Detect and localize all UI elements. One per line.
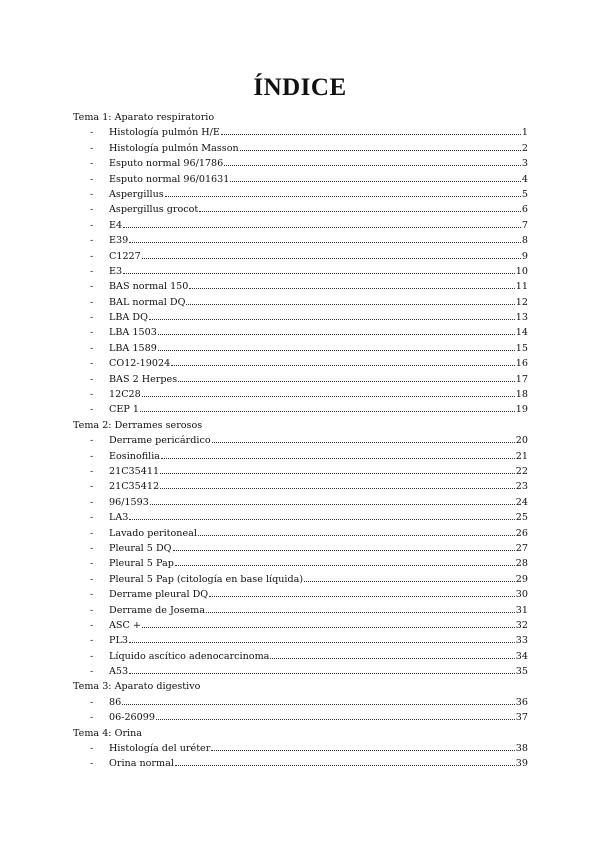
entry-page-number: 9: [521, 250, 528, 262]
entry-bullet: -: [90, 558, 94, 570]
toc-section: [73, 726, 528, 772]
dot-leader: [123, 226, 521, 228]
entry-page-number: 11: [515, 281, 528, 293]
entry-bullet: -: [90, 281, 94, 293]
entry-label[interactable]: Derrame pleural DQ: [109, 589, 209, 601]
toc-entry[interactable]: [73, 141, 528, 156]
toc-entry[interactable]: [73, 572, 528, 587]
entry-page-number: 2: [521, 142, 528, 154]
entry-bullet: -: [90, 435, 94, 447]
dot-leader: [129, 672, 515, 674]
dot-leader: [129, 641, 515, 643]
entry-bullet: -: [90, 450, 94, 462]
dot-leader: [149, 318, 515, 320]
entry-page-number: 8: [521, 235, 528, 247]
toc-entry[interactable]: [73, 279, 528, 294]
toc-entry[interactable]: [73, 495, 528, 510]
entry-page-number: 14: [515, 327, 528, 339]
entry-bullet: -: [90, 173, 94, 185]
section-title: Tema 3: Aparato digestivo: [73, 681, 201, 693]
toc-entry[interactable]: [73, 341, 528, 356]
toc-entry[interactable]: [73, 264, 528, 279]
section-title: Tema 1: Aparato respiratorio: [73, 112, 215, 123]
entry-bullet: -: [90, 696, 94, 708]
entry-label[interactable]: 21C35412: [109, 481, 160, 493]
toc-section: [73, 679, 528, 725]
entry-page-number: 12: [515, 296, 528, 308]
toc-entry[interactable]: [73, 756, 528, 771]
entry-page-number: 10: [515, 265, 528, 277]
dot-leader: [206, 611, 515, 613]
entry-label[interactable]: Pleural 5 Pap: [109, 558, 174, 570]
entry-page-number: 25: [515, 512, 528, 524]
dot-leader: [160, 487, 515, 489]
dot-leader: [173, 549, 515, 551]
dot-leader: [122, 703, 515, 705]
entry-bullet: -: [90, 235, 94, 247]
entry-page-number: 36: [515, 696, 528, 708]
entry-label[interactable]: A53: [109, 666, 129, 678]
entry-label[interactable]: Aspergillus: [109, 188, 164, 200]
dot-leader: [175, 564, 515, 566]
toc-entry[interactable]: [73, 587, 528, 602]
toc-section: [73, 418, 528, 680]
entry-bullet: -: [90, 666, 94, 678]
entry-label[interactable]: E3: [109, 265, 123, 277]
dot-leader: [209, 595, 515, 597]
dot-leader: [156, 718, 515, 720]
entry-label[interactable]: C1227: [109, 250, 141, 262]
entry-page-number: 35: [515, 666, 528, 678]
section-title: Tema 4: Orina: [73, 727, 143, 739]
toc-entry[interactable]: [73, 541, 528, 556]
dot-leader: [270, 657, 514, 659]
entry-bullet: -: [90, 619, 94, 631]
entry-page-number: 32: [515, 619, 528, 631]
entry-bullet: -: [90, 204, 94, 216]
dot-leader: [199, 210, 521, 212]
entry-page-number: 20: [515, 435, 528, 447]
dot-leader: [140, 410, 515, 412]
entry-page-number: 15: [515, 342, 528, 354]
entry-bullet: -: [90, 589, 94, 601]
section-entries: [73, 695, 528, 726]
entry-label[interactable]: Orina normal: [109, 758, 174, 770]
entry-label[interactable]: LBA DQ: [109, 312, 148, 324]
page-title: ÍNDICE: [253, 74, 347, 101]
dot-leader: [211, 749, 514, 751]
dot-leader: [230, 180, 521, 182]
entry-page-number: 34: [515, 650, 528, 662]
entry-page-number: 30: [515, 589, 528, 601]
entry-label[interactable]: LBA 1589: [109, 342, 157, 354]
entry-label[interactable]: E39: [109, 235, 129, 247]
entry-bullet: -: [90, 342, 94, 354]
entry-page-number: 22: [515, 465, 528, 477]
entry-label[interactable]: CO12-19024: [109, 358, 171, 370]
entry-label[interactable]: Esputo normal 96/01631: [109, 173, 230, 185]
toc-entry[interactable]: [73, 387, 528, 402]
entry-page-number: 18: [515, 389, 528, 401]
entry-bullet: -: [90, 265, 94, 277]
entry-page-number: 3: [521, 158, 528, 170]
entry-page-number: 26: [515, 527, 528, 539]
entry-bullet: -: [90, 650, 94, 662]
dot-leader: [158, 349, 515, 351]
entry-label[interactable]: LBA 1503: [109, 327, 157, 339]
entry-bullet: -: [90, 743, 94, 755]
toc-entry[interactable]: [73, 464, 528, 479]
entry-page-number: 19: [515, 404, 528, 416]
toc-entry[interactable]: [73, 695, 528, 710]
entry-bullet: -: [90, 404, 94, 416]
entry-label[interactable]: 86: [109, 696, 122, 708]
entry-bullet: -: [90, 635, 94, 647]
entry-label[interactable]: Eosinofilia: [109, 450, 160, 462]
dot-leader: [175, 764, 515, 766]
entry-bullet: -: [90, 481, 94, 493]
entry-label[interactable]: Histología pulmón Masson: [109, 142, 239, 154]
entry-label[interactable]: BAS normal 150: [109, 281, 189, 293]
toc-entry[interactable]: [73, 356, 528, 371]
entry-label[interactable]: PL3: [109, 635, 128, 647]
entry-page-number: 6: [521, 204, 528, 216]
dot-leader: [240, 149, 521, 151]
entry-page-number: 23: [515, 481, 528, 493]
entry-label[interactable]: BAS 2 Herpes: [109, 373, 178, 385]
entry-label[interactable]: Lavado peritoneal: [109, 527, 197, 539]
toc-entry[interactable]: [73, 372, 528, 387]
dot-leader: [129, 241, 521, 243]
entry-bullet: -: [90, 496, 94, 508]
entry-page-number: 1: [521, 127, 528, 139]
entry-page-number: 4: [521, 173, 528, 185]
toc-entry[interactable]: [73, 187, 528, 202]
entry-bullet: -: [90, 296, 94, 308]
dot-leader: [142, 395, 515, 397]
entry-label[interactable]: 06-26099: [109, 712, 155, 724]
entry-label[interactable]: Esputo normal 96/1786: [109, 158, 224, 170]
entry-label[interactable]: Histología del uréter: [109, 743, 211, 755]
entry-label[interactable]: 96/1593: [109, 496, 149, 508]
entry-bullet: -: [90, 127, 94, 139]
toc-entry[interactable]: [73, 402, 528, 417]
entry-label[interactable]: Pleural 5 DQ: [109, 542, 172, 554]
toc-entry[interactable]: [73, 741, 528, 756]
entry-bullet: -: [90, 327, 94, 339]
dot-leader: [142, 626, 515, 628]
toc-entry[interactable]: [73, 618, 528, 633]
entry-page-number: 24: [515, 496, 528, 508]
entry-page-number: 5: [521, 188, 528, 200]
entry-page-number: 28: [515, 558, 528, 570]
entry-page-number: 13: [515, 312, 528, 324]
entry-label[interactable]: LA3: [109, 512, 129, 524]
dot-leader: [198, 534, 515, 536]
entry-label[interactable]: E4: [109, 219, 123, 231]
entry-page-number: 17: [515, 373, 528, 385]
entry-bullet: -: [90, 758, 94, 770]
entry-label[interactable]: Aspergillus grocot: [109, 204, 199, 216]
dot-leader: [304, 580, 515, 582]
entry-label[interactable]: Derrame de Josema: [109, 604, 205, 616]
entry-bullet: -: [90, 358, 94, 370]
entry-bullet: -: [90, 188, 94, 200]
entry-label[interactable]: Líquido ascítico adenocarcinoma: [109, 650, 270, 662]
dot-leader: [178, 380, 515, 382]
table-of-contents: [73, 110, 528, 772]
entry-bullet: -: [90, 373, 94, 385]
entry-bullet: -: [90, 250, 94, 262]
entry-label[interactable]: 12C28: [109, 389, 141, 401]
toc-entry[interactable]: [73, 449, 528, 464]
toc-entry[interactable]: [73, 603, 528, 618]
dot-leader: [129, 518, 514, 520]
toc-entry[interactable]: [73, 633, 528, 648]
entry-bullet: -: [90, 312, 94, 324]
entry-page-number: 31: [515, 604, 528, 616]
dot-leader: [161, 457, 515, 459]
toc-entry[interactable]: [73, 125, 528, 140]
dot-leader: [160, 472, 515, 474]
entry-page-number: 27: [515, 542, 528, 554]
toc-entry[interactable]: [73, 433, 528, 448]
toc-entry[interactable]: [73, 172, 528, 187]
entry-bullet: -: [90, 573, 94, 585]
toc-entry[interactable]: [73, 710, 528, 725]
entry-label[interactable]: Derrame pericárdico: [109, 435, 211, 447]
toc-entry[interactable]: [73, 649, 528, 664]
entry-bullet: -: [90, 465, 94, 477]
entry-label[interactable]: BAL normal DQ: [109, 296, 186, 308]
toc-entry[interactable]: [73, 510, 528, 525]
entry-label[interactable]: ASC +: [109, 619, 141, 631]
entry-bullet: -: [90, 142, 94, 154]
toc-entry[interactable]: [73, 233, 528, 248]
entry-bullet: -: [90, 219, 94, 231]
entry-bullet: -: [90, 512, 94, 524]
toc-entry[interactable]: [73, 325, 528, 340]
entry-bullet: -: [90, 527, 94, 539]
toc-entry[interactable]: [73, 556, 528, 571]
entry-bullet: -: [90, 542, 94, 554]
entry-label[interactable]: Histología pulmón H/E: [109, 127, 220, 139]
entry-page-number: 16: [515, 358, 528, 370]
toc-entry[interactable]: [73, 218, 528, 233]
toc-entry[interactable]: [73, 479, 528, 494]
toc-entry[interactable]: [73, 310, 528, 325]
entry-bullet: -: [90, 389, 94, 401]
entry-page-number: 33: [515, 635, 528, 647]
entry-bullet: -: [90, 604, 94, 616]
entry-bullet: -: [90, 158, 94, 170]
toc-entry[interactable]: [73, 156, 528, 171]
dot-leader: [221, 133, 521, 135]
dot-leader: [186, 303, 514, 305]
entry-page-number: 37: [515, 712, 528, 724]
entry-label[interactable]: 21C35411: [109, 465, 160, 477]
toc-section: [73, 110, 528, 418]
entry-page-number: 21: [515, 450, 528, 462]
section-entries: [73, 433, 528, 679]
toc-entry[interactable]: [73, 664, 528, 679]
entry-bullet: -: [90, 712, 94, 724]
dot-leader: [123, 272, 515, 274]
dot-leader: [189, 287, 514, 289]
entry-page-number: 29: [515, 573, 528, 585]
entry-label[interactable]: CEP 1: [109, 404, 139, 416]
entry-page-number: 7: [521, 219, 528, 231]
dot-leader: [165, 195, 521, 197]
dot-leader: [158, 333, 515, 335]
toc-entry[interactable]: [73, 295, 528, 310]
section-entries: [73, 741, 528, 772]
toc-entry[interactable]: [73, 202, 528, 217]
dot-leader: [171, 364, 515, 366]
entry-page-number: 39: [515, 758, 528, 770]
dot-leader: [224, 164, 521, 166]
entry-page-number: 38: [515, 743, 528, 755]
toc-entry[interactable]: [73, 249, 528, 264]
entry-label[interactable]: Pleural 5 Pap (citología en base líquida): [109, 573, 304, 585]
dot-leader: [150, 503, 515, 505]
section-title: Tema 2: Derrames serosos: [73, 419, 203, 431]
dot-leader: [142, 257, 521, 259]
dot-leader: [212, 441, 515, 443]
toc-entry[interactable]: [73, 526, 528, 541]
section-entries: [73, 125, 528, 417]
